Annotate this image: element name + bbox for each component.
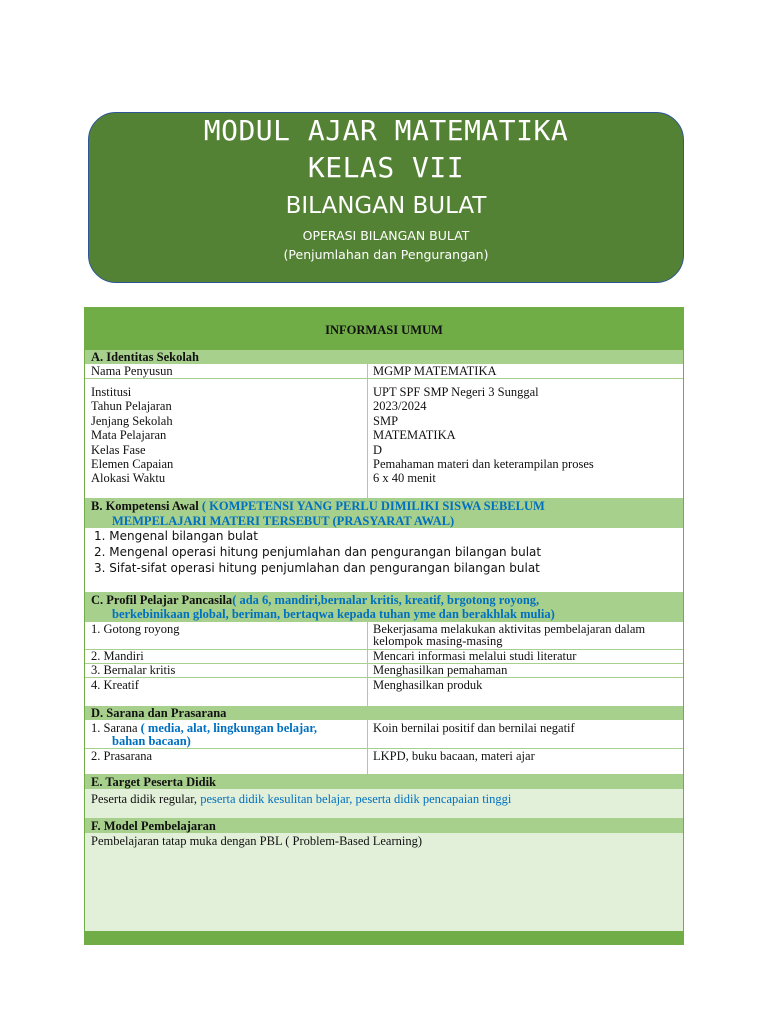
section-d-divider — [367, 720, 368, 774]
row-value: Menghasilkan produk — [373, 678, 483, 692]
row-value: MGMP MATEMATIKA — [373, 364, 497, 378]
section-b-note-cont: MEMPELAJARI MATERI TERSEBUT (PRASYARAT AWAL) — [112, 514, 455, 528]
row-value: Pemahaman materi dan keterampilan proses — [373, 457, 594, 471]
section-c-heading-line — [91, 593, 539, 607]
row-value: Koin bernilai positif dan bernilai negatif — [373, 721, 575, 735]
row-label: Institusi — [91, 385, 132, 399]
row-divider — [85, 378, 683, 379]
row-label-note-cont: bahan bacaan) — [112, 734, 191, 748]
section-f-heading: F. Model Pembelajaran — [91, 819, 216, 833]
row-value: SMP — [373, 414, 399, 428]
section-c-divider — [367, 622, 368, 706]
info-header-title: INFORMASI UMUM — [325, 323, 443, 337]
list-item: 2. Mengenal operasi hitung penjumlahan dan pengurangan bilangan bulat — [94, 545, 542, 559]
row-label: Tahun Pelajaran — [91, 399, 172, 413]
list-item: 3. Sifat-sifat operasi hitung penjumlahan dan pengurangan bilangan bulat — [94, 561, 540, 575]
row-value: Bekerjasama melakukan aktivitas pembelajaran dalam — [373, 622, 646, 636]
row-value: Menghasilkan pemahaman — [373, 663, 508, 677]
section-a-heading: A. Identitas Sekolah — [91, 350, 200, 364]
footer-band — [85, 931, 683, 944]
section-a-divider — [367, 364, 368, 498]
row-value: Mencari informasi melalui studi literatur — [373, 649, 577, 663]
section-e-heading: E. Target Peserta Didik — [91, 775, 216, 789]
section-c-heading: C. Profil Pelajar Pancasila — [91, 593, 233, 607]
row-label: Kelas Fase — [91, 443, 146, 457]
row-label: Jenjang Sekolah — [91, 414, 173, 428]
title-box — [88, 112, 684, 283]
row-value: UPT SPF SMP Negeri 3 Sunggal — [373, 385, 539, 399]
row-label: 4. Kreatif — [91, 678, 139, 692]
info-table — [84, 307, 684, 945]
section-b-heading: B. Kompetensi Awal — [91, 499, 199, 513]
row-value: D — [373, 443, 383, 457]
row-label: Alokasi Waktu — [91, 471, 166, 485]
section-c-note-cont: berkebinikaan global, beriman, bertaqwa kepada tuhan yme dan berakhlak mulia) — [112, 607, 555, 621]
section-e-text — [91, 792, 511, 806]
row-value: LKPD, buku bacaan, materi ajar — [373, 749, 535, 763]
section-e-text-plain: Peserta didik regular, — [91, 792, 198, 806]
title-line-1: MODUL AJAR MATEMATIKA — [203, 114, 569, 147]
row-label: 1. Sarana — [91, 721, 138, 735]
section-e-text-blue: peserta didik kesulitan belajar, peserta didik pencapaian tinggi — [197, 792, 512, 806]
list-item: 1. Mengenal bilangan bulat — [94, 529, 258, 543]
title-subtopic: OPERASI BILANGAN BULAT — [302, 228, 470, 243]
row-label: 3. Bernalar kritis — [91, 663, 176, 677]
row-value: 2023/2024 — [373, 399, 427, 413]
section-b-heading-line — [91, 499, 545, 513]
row-label: 2. Mandiri — [91, 649, 144, 663]
title-topic: BILANGAN BULAT — [285, 193, 487, 219]
section-f-text: Pembelajaran tatap muka dengan PBL ( Problem-Based Learning) — [91, 834, 423, 848]
row-label: 1. Gotong royong — [91, 622, 180, 636]
row-label-note: ( media, alat, lingkungan belajar, — [140, 721, 317, 735]
section-b-note: ( KOMPETENSI YANG PERLU DIMILIKI SISWA SEBELUM — [201, 499, 545, 513]
section-d-heading: D. Sarana dan Prasarana — [91, 706, 227, 720]
row-label: 2. Prasarana — [91, 749, 153, 763]
row-label: Mata Pelajaran — [91, 428, 167, 442]
row-value: MATEMATIKA — [373, 428, 456, 442]
row-label: Nama Penyusun — [91, 364, 173, 378]
row-value: 6 x 40 menit — [373, 471, 436, 485]
row-label-line — [91, 721, 317, 735]
title-subtopic-detail: (Penjumlahan dan Pengurangan) — [283, 247, 489, 262]
row-label: Elemen Capaian — [91, 457, 174, 471]
row-value-cont: kelompok masing-masing — [373, 634, 503, 648]
section-c-note: ( ada 6, mandiri,bernalar kritis, kreatif, brgotong royong, — [232, 593, 540, 607]
title-line-2: KELAS VII — [307, 151, 465, 184]
